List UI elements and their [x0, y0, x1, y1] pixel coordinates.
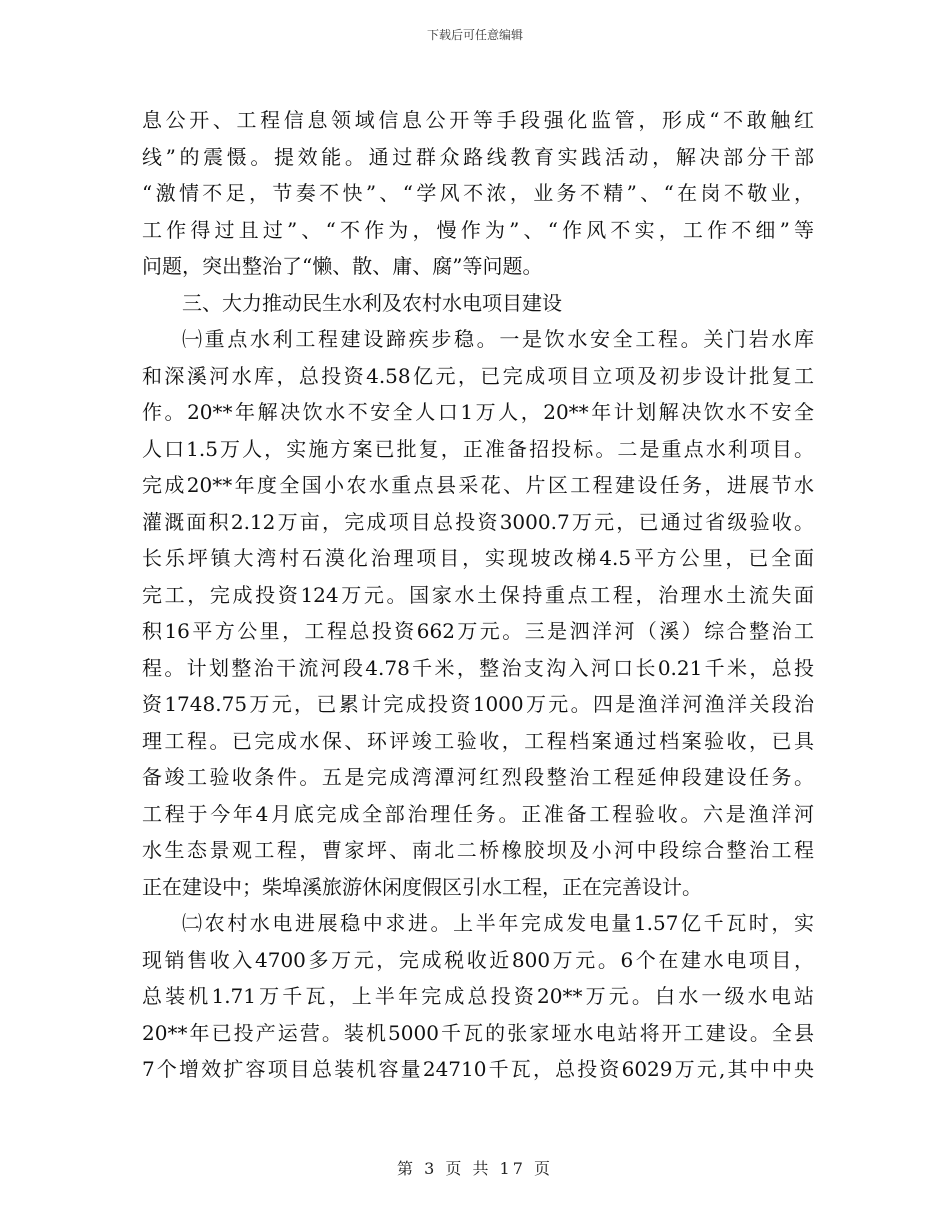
text-line: 备竣工验收条件。五是完成湾潭河红烈段整治工程延伸段建设任务。: [142, 765, 814, 789]
text-line: 总装机1.71万千瓦，上半年完成总投资20**万元。白水一级水电站: [142, 984, 814, 1008]
text-line: 水生态景观工程，曹家坪、南北二桥橡胶坝及小河中段综合整治工程: [142, 838, 814, 862]
text-line: 理工程。已完成水保、环评竣工验收，工程档案通过档案验收，已具: [142, 728, 814, 753]
text-line: 三、大力推动民生水利及农村水电项目建设: [182, 290, 562, 315]
text-line: “激情不足，节奏不快”、“学风不浓，业务不精”、“在岗不敬业，: [142, 181, 814, 205]
document-body: [142, 102, 814, 1088]
text-line: 完成20**年度全国小农水重点县采花、片区工程建设任务，进展节水: [142, 473, 814, 497]
text-line: 线”的震慑。提效能。通过群众路线教育实践活动，解决部分干部: [142, 144, 814, 169]
text-line: 息公开、工程信息领域信息公开等手段强化监管，形成“不敢触红: [142, 108, 814, 132]
text-line: ㈠重点水利工程建设蹄疾步稳。一是饮水安全工程。关门岩水库: [182, 327, 814, 351]
page-footer: 第 3 页 共 17 页: [397, 1159, 553, 1178]
text-line: 和深溪河水库，总投资4.58亿元，已完成项目立项及初步设计批复工: [142, 363, 814, 388]
text-line: 灌溉面积2.12万亩，完成项目总投资3000.7万元，已通过省级验收。: [142, 509, 814, 534]
text-line: 作。20**年解决饮水不安全人口1万人，20**年计划解决饮水不安全: [142, 400, 814, 424]
text-line: 20**年已投产运营。装机5000千瓦的张家垭水电站将开工建设。全县: [142, 1020, 814, 1045]
text-line: 人口1.5万人，实施方案已批复，正准备招投标。二是重点水利项目。: [142, 436, 814, 461]
page-header: 下载后可任意编辑: [426, 28, 523, 42]
text-line: 工程于今年4月底完成全部治理任务。正准备工程验收。六是渔洋河: [142, 801, 814, 826]
text-line: 完工，完成投资124万元。国家水土保持重点工程，治理水土流失面: [142, 582, 814, 607]
text-line: 工作得过且过”、“不作为，慢作为”、“作风不实，工作不细”等: [142, 217, 814, 242]
text-line: 积16平方公里，工程总投资662万元。三是泗洋河（溪）综合整治工: [142, 619, 814, 643]
text-line: 资1748.75万元，已累计完成投资1000万元。四是渔洋河渔洋关段治: [142, 692, 814, 716]
text-line: 长乐坪镇大湾村石漠化治理项目，实现坡改梯4.5平方公里，已全面: [142, 546, 814, 570]
text-line: 正在建设中；柴埠溪旅游休闲度假区引水工程，正在完善设计。: [142, 874, 702, 899]
text-line: 问题，突出整治了“懒、散、庸、腐”等问题。: [142, 254, 543, 278]
text-line: 现销售收入4700多万元，完成税收近800万元。6个在建水电项目，: [142, 947, 814, 972]
text-line: ㈡农村水电进展稳中求进。上半年完成发电量1.57亿千瓦时，实: [182, 911, 814, 935]
text-line: 程。计划整治干流河段4.78千米，整治支沟入河口长0.21千米，总投: [142, 655, 814, 680]
text-line: 7个增效扩容项目总装机容量24710千瓦，总投资6029万元,其中中央: [142, 1057, 814, 1081]
